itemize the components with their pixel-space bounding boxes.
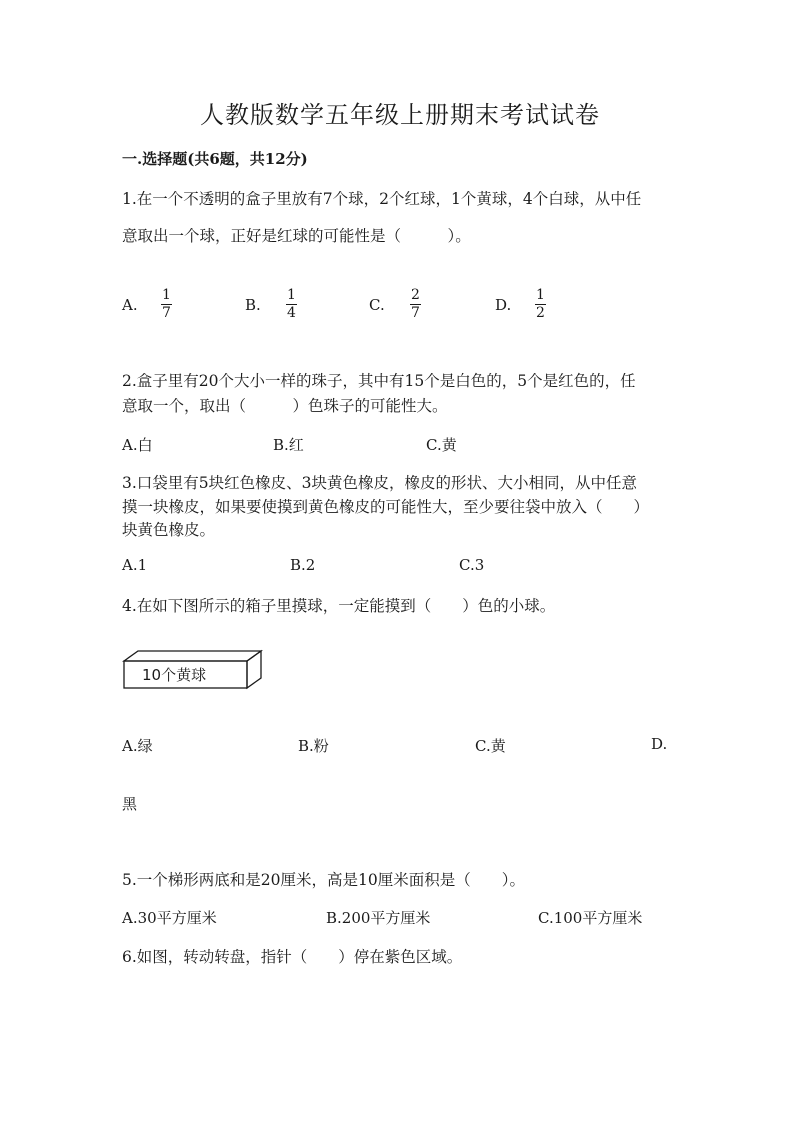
question-3-text-line1: 3.口袋里有5块红色橡皮、3块黄色橡皮，橡皮的形状、大小相同，从中任意: [122, 474, 638, 492]
question-6-text: 6.如图，转动转盘，指针（ ）停在紫色区域。: [122, 948, 463, 966]
q5-option-b: B.200平方厘米: [326, 909, 431, 927]
q1-option-b-denominator: 4: [287, 305, 296, 321]
question-3-text-line3: 块黄色橡皮。: [122, 521, 216, 539]
q5-option-a: A.30平方厘米: [122, 909, 217, 927]
q2-option-c: C.黄: [426, 436, 457, 454]
page-title: 人教版数学五年级上册期末考试试卷: [200, 101, 600, 129]
q2-option-b: B.红: [273, 436, 304, 454]
box-label: 10个黄球: [142, 666, 207, 684]
q1-option-b-fraction: [286, 288, 297, 321]
q1-option-d-numerator: 1: [536, 287, 545, 303]
box-top-face: [124, 651, 261, 661]
question-1-text-line2: 意取出一个球，正好是红球的可能性是（ ）。: [122, 227, 471, 245]
q3-option-a: A.1: [122, 556, 148, 574]
q1-option-b-numerator: 1: [287, 287, 296, 303]
q1-option-d-fraction: [535, 288, 546, 321]
question-3-text-line2: 摸一块橡皮，如果要使摸到黄色橡皮的可能性大，至少要往袋中放入（ ）: [122, 498, 650, 516]
q1-option-c-label: C.: [369, 296, 385, 314]
q1-option-d-label: D.: [495, 296, 512, 314]
q1-option-c-denominator: 7: [411, 305, 420, 321]
question-2-text-line2: 意取一个，取出（ ）色珠子的可能性大。: [122, 397, 448, 415]
question-4-text: 4.在如下图所示的箱子里摸球，一定能摸到（ ）色的小球。: [122, 597, 556, 615]
q4-option-d: D.: [651, 735, 668, 753]
q1-option-d-denominator: 2: [536, 305, 545, 321]
q4-option-b: B.粉: [298, 737, 329, 755]
q1-option-a-label: A.: [122, 296, 138, 314]
question-1-text-line1: 1.在一个不透明的盒子里放有7个球，2个红球，1个黄球，4个白球，从中任: [122, 190, 642, 208]
q1-option-a-numerator: 1: [162, 287, 171, 303]
question-2-text-line1: 2.盒子里有20个大小一样的珠子，其中有15个是白色的，5个是红色的，任: [122, 372, 636, 390]
q1-option-a-denominator: 7: [162, 305, 171, 321]
q1-option-c-numerator: 2: [411, 287, 420, 303]
q1-option-b-label: B.: [245, 296, 261, 314]
q3-option-b: B.2: [290, 556, 316, 574]
q3-option-c: C.3: [459, 556, 485, 574]
q2-option-a: A.白: [122, 436, 153, 454]
box-side-face: [247, 651, 261, 688]
q1-option-c-fraction: [410, 288, 421, 321]
section-heading: 一.选择题(共6题，共12分): [122, 150, 308, 168]
q5-option-c: C.100平方厘米: [538, 909, 643, 927]
q1-option-a-fraction: [161, 288, 172, 321]
q4-option-a: A.绿: [122, 737, 153, 755]
question-5-text: 5.一个梯形两底和是20厘米，高是10厘米面积是（ ）。: [122, 871, 525, 889]
q4-option-d-text: 黑: [122, 795, 138, 813]
q4-option-c: C.黄: [475, 737, 506, 755]
